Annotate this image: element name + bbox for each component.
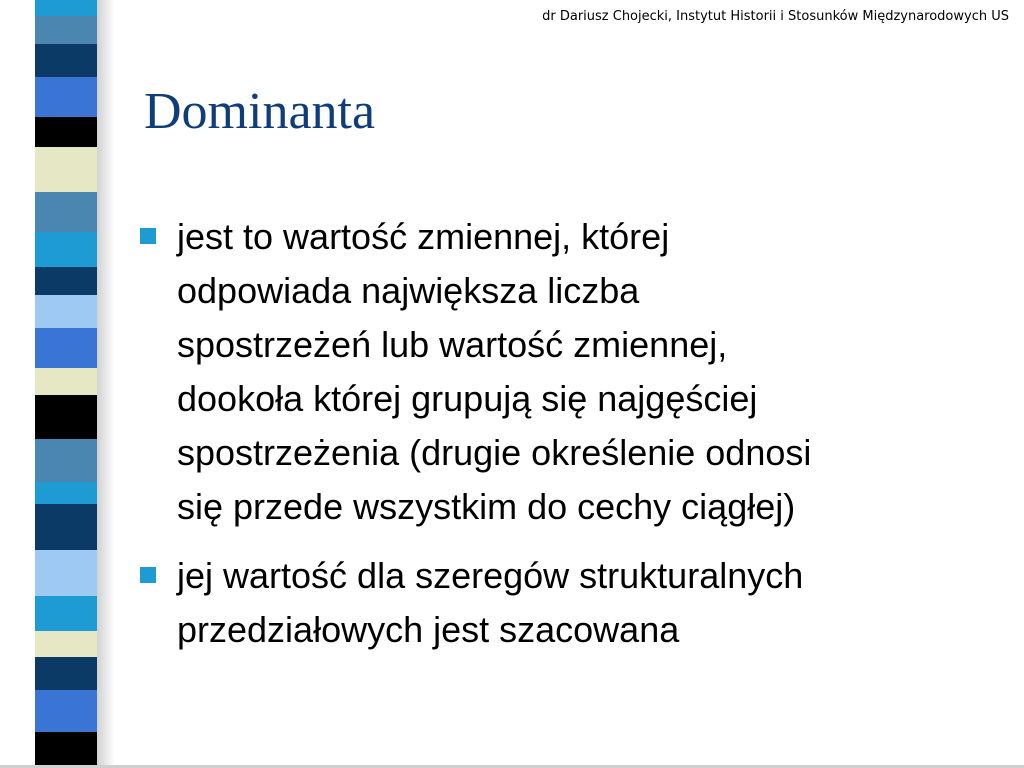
bullet-list [140, 210, 1000, 672]
stripe [35, 550, 97, 596]
stripe [35, 16, 97, 44]
stripe [35, 267, 97, 295]
stripe [35, 439, 97, 482]
square-bullet-icon [140, 228, 156, 244]
stripe [35, 295, 97, 328]
stripe-bar-shadow [97, 0, 115, 768]
list-item [140, 210, 1000, 534]
stripe [35, 395, 97, 440]
stripe [35, 657, 97, 690]
stripe [35, 0, 97, 16]
stripe [35, 504, 97, 550]
stripe [35, 77, 97, 117]
stripe [35, 368, 97, 395]
stripe [35, 596, 97, 631]
stripe [35, 690, 97, 732]
stripe [35, 44, 97, 77]
stripe [35, 117, 97, 147]
stripe [35, 732, 97, 768]
stripe [35, 482, 97, 504]
list-item [140, 549, 1000, 657]
square-bullet-icon [140, 567, 156, 583]
bullet-text: jej wartość dla szeregów strukturalnych przedziałowych jest szacowana [177, 555, 804, 650]
slide-title: Dominanta [144, 83, 376, 140]
decorative-stripe-bar [35, 0, 97, 768]
stripe [35, 192, 97, 232]
stripe [35, 232, 97, 267]
stripe [35, 147, 97, 192]
header-author: dr Dariusz Chojecki, Instytut Historii i Stosunków Międzynarodowych US [542, 9, 1009, 24]
stripe [35, 328, 97, 368]
bullet-text: jest to wartość zmiennej, której odpowiada największa liczba spostrzeżeń lub wartość zmiennej, dookoła której grupują się najgęściej spostrzeżenia (drugie określenie odnosi się przede wszystkim do cechy ciągłej) [177, 216, 812, 527]
stripe [35, 631, 97, 657]
